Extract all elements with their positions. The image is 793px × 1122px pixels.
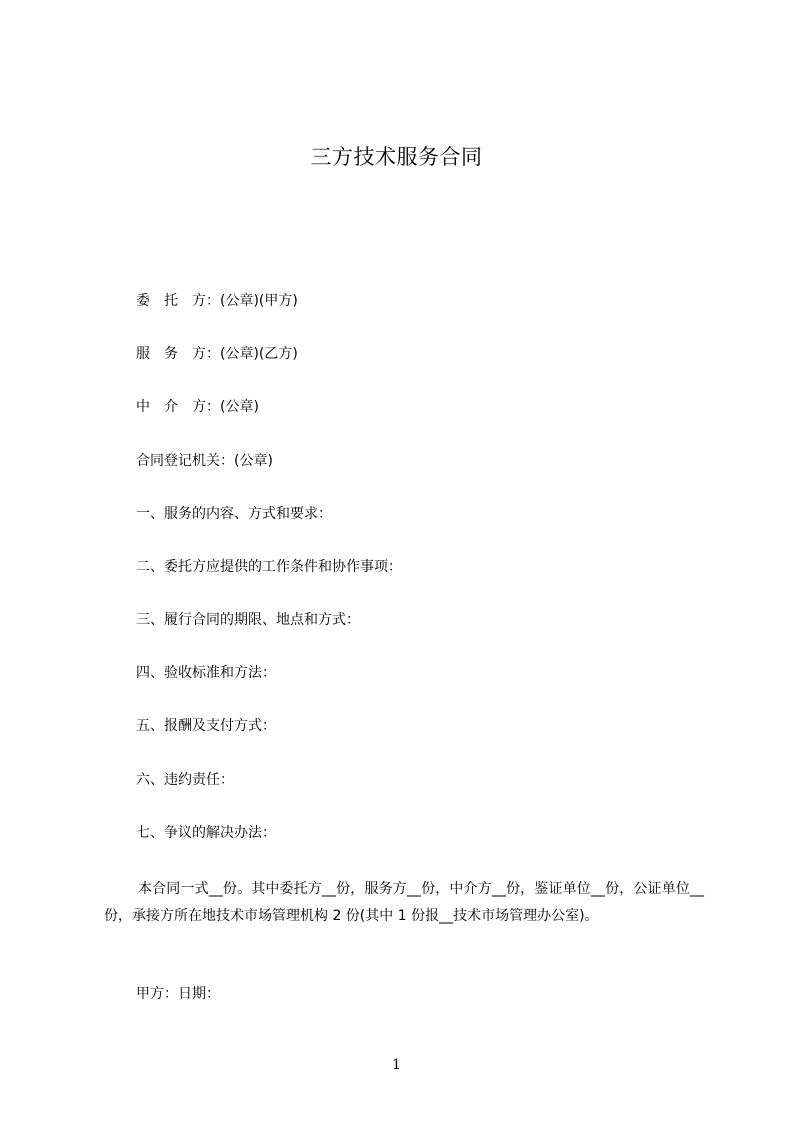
clause-6: 六、违约责任： — [136, 772, 234, 788]
document-title: 三方技术服务合同 — [310, 145, 483, 169]
party-intermediary: 中 介 方：(公章) — [136, 399, 259, 415]
clause-5: 五、报酬及支付方式： — [136, 718, 276, 734]
signature-line: 甲方：日期： — [136, 986, 220, 1002]
party-service: 服 务 方：(公章)(乙方) — [136, 346, 298, 362]
party-entrusting: 委 托 方：(公章)(甲方) — [136, 293, 298, 309]
party-registration-authority: 合同登记机关：(公章) — [136, 453, 273, 469]
copies-paragraph: 本合同一式__份。其中委托方__份，服务方__份，中介方__份，鉴证单位__份，公证单位__份，承接方所在地技术市场管理机构 2 份(其中 1 份报__技术市场管理办公室)。 — [104, 881, 704, 924]
page-number: 1 — [392, 1057, 401, 1073]
clause-7: 七、争议的解决办法： — [136, 825, 276, 841]
clause-3: 三、履行合同的期限、地点和方式： — [136, 612, 360, 628]
clause-2: 二、委托方应提供的工作条件和协作事项： — [136, 559, 402, 575]
clause-4: 四、验收标准和方法： — [136, 665, 276, 681]
clause-1: 一、服务的内容、方式和要求： — [136, 506, 332, 522]
